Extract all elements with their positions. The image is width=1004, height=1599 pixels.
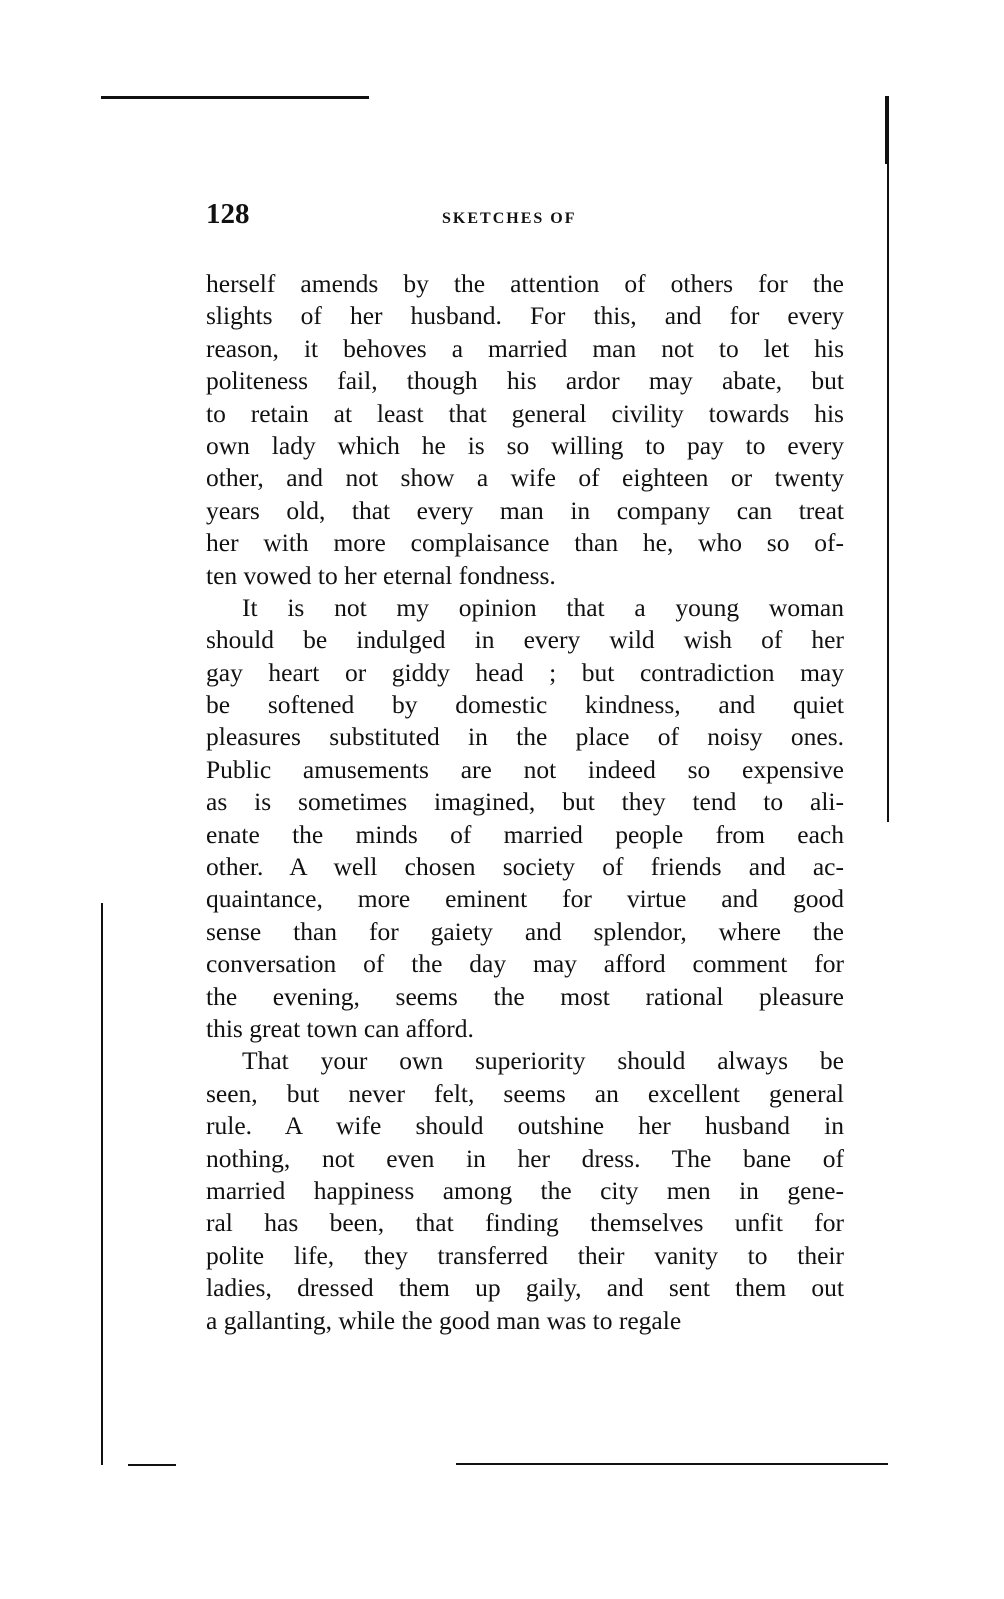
text-line: own lady which he is so willing to pay to every xyxy=(206,430,844,460)
text-line: years old, that every man in company can treat xyxy=(206,495,844,525)
text-line: her with more complaisance than he, who so of- xyxy=(206,528,844,558)
paragraph xyxy=(206,592,844,1045)
text-line: ten vowed to her eternal fondness. xyxy=(206,560,556,590)
text-line: to retain at least that general civility towards his xyxy=(206,398,844,428)
paragraph xyxy=(206,1045,844,1337)
text-line: conversation of the day may afford comment for xyxy=(206,949,844,979)
paragraph xyxy=(206,268,844,592)
text-line: That your own superiority should always be xyxy=(242,1046,844,1076)
text-line: rule. A wife should outshine her husband in xyxy=(206,1111,844,1141)
left-vertical-rule xyxy=(101,903,103,1465)
book-page xyxy=(206,196,844,1337)
text-line: this great town can afford. xyxy=(206,1013,474,1043)
text-line: ladies, dressed them up gaily, and sent them out xyxy=(206,1273,844,1303)
text-line: nothing, not even in her dress. The bane of xyxy=(206,1143,844,1173)
right-vertical-rule xyxy=(885,96,889,164)
text-line: politeness fail, though his ardor may abate, but xyxy=(206,366,844,396)
text-line: seen, but never felt, seems an excellent general xyxy=(206,1078,844,1108)
text-line: other. A well chosen society of friends and ac- xyxy=(206,852,844,882)
text-line: quaintance, more eminent for virtue and good xyxy=(206,884,844,914)
text-line: Public amusements are not indeed so expensive xyxy=(206,754,844,784)
text-line: slights of her husband. For this, and for every xyxy=(206,301,844,331)
bottom-left-rule xyxy=(128,1464,176,1466)
text-line: the evening, seems the most rational pleasure xyxy=(206,981,844,1011)
text-line: should be indulged in every wild wish of her xyxy=(206,625,844,655)
text-line: gay heart or giddy head ; but contradiction may xyxy=(206,657,844,687)
text-line: herself amends by the attention of others for the xyxy=(206,269,844,298)
top-left-rule xyxy=(101,96,369,99)
body-text xyxy=(206,268,844,1337)
text-line: reason, it behoves a married man not to let his xyxy=(206,333,844,363)
text-line: be softened by domestic kindness, and quiet xyxy=(206,690,844,720)
text-line: sense than for gaiety and splendor, where the xyxy=(206,916,844,946)
text-line: It is not my opinion that a young woman xyxy=(242,592,844,622)
page-number: 128 xyxy=(206,198,250,230)
text-line: ral has been, that finding themselves unfit for xyxy=(206,1208,844,1238)
text-line: pleasures substituted in the place of noisy ones. xyxy=(206,722,844,752)
right-lower-rule xyxy=(887,164,889,822)
text-line: polite life, they transferred their vanity to their xyxy=(206,1240,844,1270)
text-line: other, and not show a wife of eighteen or twenty xyxy=(206,463,844,493)
text-line: married happiness among the city men in gene- xyxy=(206,1175,844,1205)
bottom-right-rule xyxy=(456,1463,888,1465)
text-line: enate the minds of married people from each xyxy=(206,819,844,849)
running-head: SKETCHES OF xyxy=(442,210,577,227)
page-header xyxy=(206,196,844,240)
text-line: as is sometimes imagined, but they tend to ali- xyxy=(206,787,844,817)
text-line: a gallanting, while the good man was to regale xyxy=(206,1305,682,1335)
